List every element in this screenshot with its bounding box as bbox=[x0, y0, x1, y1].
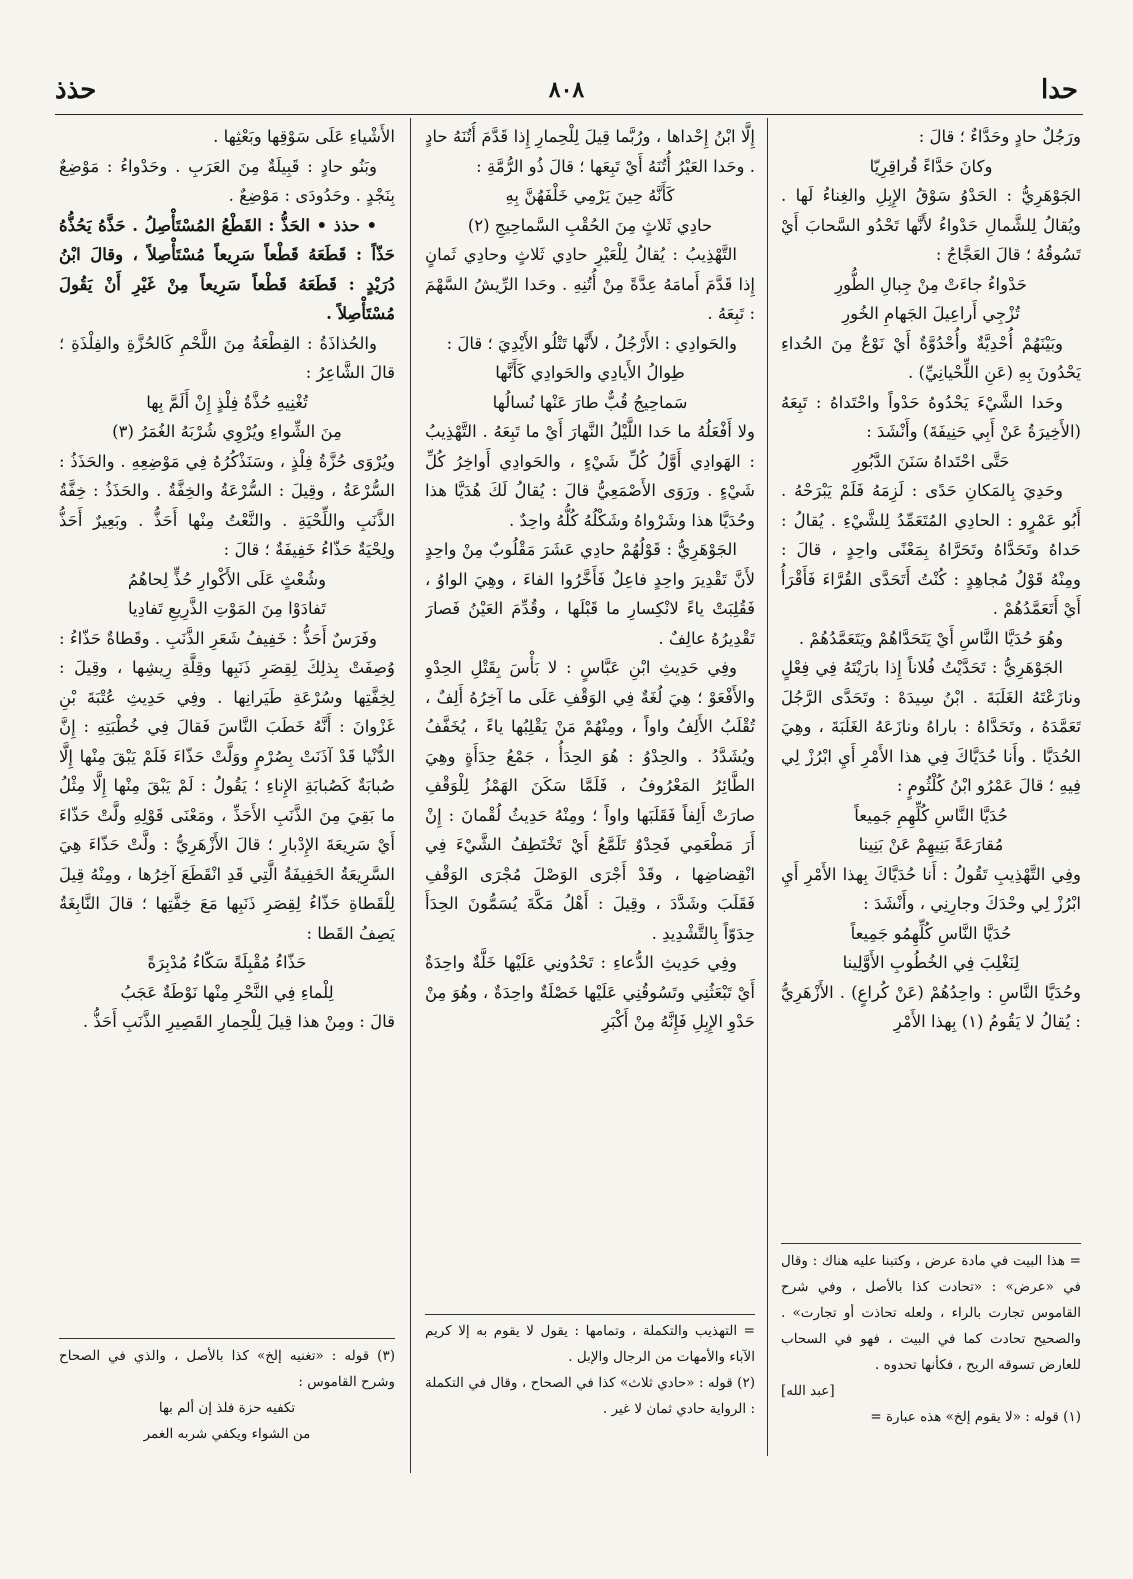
paragraph: وحَدِيَ بِالمَكانِ حَدًى : لَزِمَهُ فَلَمْ يَبْرَحْهُ . أَبُو عَمْرٍو : الحادِي المُتَعَمِّدُ لِلشَّيْءِ . يُقالُ : حَداهُ وتَحَدَّاهُ وتَحَرَّاهُ بِمَعْنًى واحِدٍ ، قالَ : ومِنْهُ قَوْلُ مُجاهِدٍ : كُنْتُ أَتَحَدَّى القُرَّاءَ فَأَقْرَأُ أَيْ أَتَعَمَّدُهُمْ . bbox=[781, 481, 1081, 618]
verse-line: حَدْواءُ جاءَتْ مِنْ جِبالِ الطُّورِ bbox=[835, 274, 1027, 294]
right-running-headword: حدا bbox=[1041, 75, 1078, 105]
verse-line: تُغْنِيهِ حُذَّةُ فِلْذٍ إِنْ أَلَمَّ بِها bbox=[146, 392, 308, 412]
verse-line: حُدَيَّا النَّاسِ كُلِّهِمِ جَمِيعاً bbox=[854, 805, 1008, 825]
paragraph: وفِي حَدِيثِ ابْنِ عَبَّاسٍ : لا بَأْسَ بِقَتْلِ الحِدْوِ والأَفْعَوْ ؛ هِيَ لُغَةٌ فِي الوَقْفِ عَلَى ما آخِرُهُ أَلِفٌ ، تُقْلَبُ الأَلِفُ واواً ، ومِنْهُمْ مَنْ يَقْلِبُها ياءً ، يُخَفَّفُ ويُشَدَّدُ . والحِدْوُ : هُوَ الحِدَأُ ، جَمْعُ حِدَأَةٍ وهِيَ الطَّائِرُ المَعْرُوفُ ، فَلَمَّا سَكَنَ الهَمْزُ لِلْوَقْفِ صارَتْ أَلِفاً فَقَلَبَها واواً ؛ ومِنْهُ حَدِيثُ لُقْمانَ : إِنْ أَرَ مَطْعَمِي فَحِدْوٌ تَلَمَّعُ أَيْ تَخْتَطِفُ الشَّيْءَ فِي انْقِضاضِها ، وقَدْ أَجْرَى الوَصْلَ مُجْرَى الوَقْفِ فَقَلَبَ وشَدَّدَ ، وقِيلَ : أَهْلُ مَكَّةَ يُسَمُّونَ الحِدَأَ حِدَوّاً بِالتَّشْدِيدِ . bbox=[425, 658, 755, 943]
footnote: = هذا البيت في مادة عرض ، وكتبنا عليه هناك : وقال في «عرض» : «تحادت كذا بالأصل ، وفي شرح القاموس تجارت بالراء ، ولعله تحاذت أو تجارت» . والصحيح تحادت كما في البيت ، فهو في السحاب للعارض تسوقه الريح ، فكأنها تحدوه . bbox=[781, 1253, 1081, 1373]
verse-line: حَذّاءُ مُقْبِلَةً سَكّاءُ مُدْبِرَةً bbox=[147, 953, 307, 972]
paragraph: وفِي التَّهْذِيبِ تَقُولُ : أَنا حُدَيَّاكَ بِهذا الأَمْرِ أَيِ ابْرُزْ لِي وحْدَكَ وجارِنِي ، وأَنْشَدَ : bbox=[781, 864, 1081, 913]
footnote-rule-middle bbox=[425, 1314, 755, 1315]
verse-line: حَتَّى احْتَداهُ سَنَنَ الدَّبُورِ bbox=[852, 451, 1010, 471]
verse-line: حادِي ثَلاثٍ مِنَ الحُقْبِ السَّماحِيجِ (٢) bbox=[467, 215, 713, 235]
verse-line: وهُوَ حُدَيَّا النَّاسِ أَيْ يَتَحَدَّاهُمْ ويَتَعَمَّدُهُمْ . bbox=[798, 628, 1064, 648]
left-running-headword: حذذ bbox=[55, 75, 97, 105]
verse-line: وشُعْثٍ عَلَى الأَكْوارِ حُذٍّ لِحاهُمُ bbox=[127, 569, 327, 589]
page-number: ٨٠٨ bbox=[548, 77, 585, 103]
footnotes-left bbox=[59, 1343, 395, 1447]
verse-line: كَأَنَّهُ حِينَ يَرْمِي خَلْفَهُنَّ بِهِ bbox=[505, 186, 675, 205]
footnote-rule-left bbox=[59, 1338, 395, 1339]
verse-line: مُقارَعَةً بَنِيهِمْ عَنْ بَنِينا bbox=[858, 835, 1004, 854]
footnote: = التهذيب والتكملة ، وتمامها : يقول لا يقوم به إلا كريم الآباء والأمهات من الرجال والإبل . bbox=[425, 1323, 755, 1365]
footnote: (٢) قوله : «حادي ثلاث» كذا في الصحاح ، وقال في التكملة : الرواية حادي ثمان لا غير . bbox=[425, 1375, 755, 1417]
paragraph: والحُذاذَةُ : القِطْعَةُ مِنَ اللَّحْمِ كَالحُزَّةِ والفِلْذَةِ ؛ قالَ الشَّاعِرُ : bbox=[59, 333, 395, 382]
paragraph: الجَوْهَرِيُّ : تَحَدَّيْتُ فُلاناً إِذا بارَيْتَهُ فِي فِعْلٍ ونازَعْتَهُ الغَلَبَةَ . ابْنُ سِيدَهْ : وتَحَدَّى الرَّجُلَ تَعَمَّدَهُ ، وتَحَدَّاهُ : باراهُ ونازَعَهُ الغَلَبَةَ ، وهِيَ الحُدَيَّا . وأَنا حُدَيَّاكَ فِي هذا الأَمْرِ أَيِ ابْرُزْ لِي فِيهِ ؛ قالَ عَمْرُو ابْنُ كُلْثُومٍ : bbox=[781, 658, 1081, 795]
footnote-signature: [عبد الله] bbox=[781, 1383, 835, 1399]
paragraph: وبَنُو حادٍ : قَبِيلَةٌ مِنَ العَرَبِ . وحَدْواءُ : مَوْضِعٌ بِنَجْدٍ . وحَدُودَى : مَوْضِعٌ . bbox=[59, 156, 395, 205]
footnote: (١) قوله : «لا يقوم إلخ» هذه عبارة = bbox=[870, 1409, 1081, 1425]
paragraph: وحَدا الشَّيْءَ يَحْدُوهُ حَدْواً واحْتَداهُ : تَبِعَهُ (الأَخِيرَةُ عَنْ أَبِي حَنِيفَةَ) وأَنْشَدَ : bbox=[781, 392, 1081, 441]
paragraph: الجَوْهَرِيُّ : قَوْلُهُمْ حادِي عَشَرَ مَقْلُوبٌ مِنْ واحِدٍ لأَنَّ تَقْدِيرَ واحِدٍ فاعِلٌ فَأَخَّرُوا الفاءَ ، وهِيَ الواوُ ، فَقُلِبَتْ ياءً لانْكِسارِ ما قَبْلَها ، وقُدِّمَ العَيْنُ فَصارَ تَقْدِيرُهُ عالِفٌ . bbox=[425, 540, 755, 648]
column-divider-left bbox=[410, 118, 411, 1473]
verse-line: تَفادَوْا مِنَ المَوْتِ الذَّرِيعِ تَفادِيا bbox=[128, 599, 326, 618]
paragraph: وبَيْنَهُمْ أُحْدِيَّةٌ وأُحْدُوَّةٌ أَيْ نَوْعٌ مِنَ الحُداءِ يَحْدُونَ بِهِ (عَنِ اللِّحْيانِيِّ) . bbox=[781, 333, 1081, 382]
paragraph: إِلَّا ابْنُ إِحْداها ، ورُبَّما قِيلَ لِلْحِمارِ إِذا قَدَّمَ أُتُنَهُ حادٍ . وحَدا العَيْرُ أُتُنَهُ أَيْ تَبِعَها ؛ قالَ ذُو الرُّمَّةِ : bbox=[425, 127, 755, 176]
footnote-rule-right bbox=[781, 1243, 1081, 1244]
footnotes-right bbox=[781, 1248, 1081, 1430]
paragraph: وحُدَيَّا النَّاسِ : واحِدُهُمْ (عَنْ كُراعٍ) . الأَزْهَرِيُّ : يُقالُ لا يَقُومُ (١) بِهذا الأَمْرِ bbox=[781, 982, 1081, 1031]
paragraph: ويُرْوَى حُزَّةُ فِلْذٍ ، وسَنَذْكُرُهُ فِي مَوْضِعِهِ . والحَذَذُ : السُّرْعَةُ ، وقِيلَ : السُّرْعَةُ والخِفَّةُ . والحَذَذُ : خِفَّةُ الذَّنَبِ واللِّحْيَةِ . والنَّعْتُ مِنْها أَحَذُّ . وبَعِيرٌ أَحَذُّ ولِحْيَةٌ حَذّاءُ خَفِيفَةٌ ؛ قالَ : bbox=[59, 451, 395, 559]
footnote-verse: من الشواء ويكفي شربه الغمر bbox=[143, 1426, 311, 1442]
paragraph: الجَوْهَرِيُّ : الحَدْوُ سَوْقُ الإِبِلِ والغِناءُ لَها . ويُقالُ لِلشَّمالِ حَدْواءُ لأَنَّها تَحْدُو السَّحابَ أَيْ تَسُوقُهُ ؛ قالَ العَجَّاجُ : bbox=[781, 186, 1081, 264]
paragraph: ولا أَفْعَلُهُ ما حَدا اللَّيْلُ النَّهارَ أَيْ ما تَبِعَهُ . التَّهْذِيبُ : الهَوادِي أَوَّلُ كُلِّ شَيْءٍ ، والحَوادِي أَواخِرُ كُلِّ شَيْءٍ . ورَوَى الأَصْمَعِيُّ قالَ : يُقالُ لَكَ هُدَيَّا هذا وحُدَيَّا هذا وشَرْواهُ وشَكْلُهُ كُلُّهُ واحِدٌ . bbox=[425, 422, 755, 530]
verse-line: لِنَغْلِبَ فِي الخُطُوبِ الأَوَّلِينا bbox=[842, 953, 1020, 972]
verse-line: حُدَيَّا النَّاسِ كُلِّهِمُو جَمِيعاً bbox=[850, 923, 1012, 943]
paragraph: التَّهْذِيبُ : يُقالُ لِلْعَيْرِ حادِي ثَلاثٍ وحادِي ثَمانٍ إِذا قَدَّمَ أَمامَهُ عِدَّةً مِنْ أُتُنِهِ . وحَدا الرِّيشُ السَّهْمَ : تَبِعَهُ . bbox=[425, 245, 755, 323]
verse-line: طِوالُ الأَيادِي والحَوادِي كَأَنَّها bbox=[495, 363, 685, 382]
paragraph: ورَجُلٌ حادٍ وحَدَّاءٌ ؛ قالَ : bbox=[918, 127, 1081, 146]
footnote: (٣) قوله : «تغنيه إلخ» كذا بالأصل ، والذي في الصحاح وشرح القاموس : bbox=[59, 1348, 395, 1390]
paragraph: الأَشْياءِ عَلَى سَوْقِها وبَعْثِها . bbox=[213, 127, 395, 146]
entry-heading-paragraph: • حذذ • الحَذُّ : القَطْعُ المُسْتَأْصِلُ . حَذَّهُ يَحُذُّهُ حَذّاً : قَطَعَهُ قَطْعاً سَرِيعاً مُسْتَأْصِلاً ، وقالَ ابْنُ دُرَيْدٍ : قَطَعَهُ قَطْعاً سَرِيعاً مِنْ غَيْرِ أَنْ يَقُولَ مُسْتَأْصِلاً . bbox=[59, 215, 395, 323]
column-divider-right bbox=[767, 118, 768, 1456]
verse-line: تُزْجِي أَراعِيلَ الجَهامِ الخُورِ bbox=[842, 304, 1020, 323]
footnote-verse: تكفيه حزة فلذ إن ألم بها bbox=[158, 1400, 296, 1416]
verse-line: مِنَ الشِّواءِ ويُرْوِي شُرْبَهُ الغُمَرُ (٣) bbox=[112, 422, 342, 441]
header-rule bbox=[55, 114, 1083, 115]
verse-line: وكانَ حَدَّاءً قُراقِرِيّا bbox=[869, 156, 993, 176]
paragraph: وفِي حَدِيثِ الدُّعاءِ : تَحْدُونِي عَلَيْها خَلَّةٌ واحِدَةٌ أَيْ تَبْعَثُنِي وتَسُوقُنِي عَلَيْها خَصْلَةٌ واحِدَةٌ ، وهُوَ مِنْ حَدْوِ الإِبِلِ فَإِنَّهُ مِنْ أَكْبَرِ bbox=[425, 953, 755, 1031]
paragraph: قالَ : ومِنْ هذا قِيلَ لِلْحِمارِ القَصِيرِ الذَّنَبِ أَحَذُّ . bbox=[82, 1012, 395, 1031]
paragraph: وفَرَسٌ أَحَذُّ : خَفِيفُ شَعَرِ الذَّنَبِ . وقَطاةٌ حَذّاءُ : وُصِفَتْ بِذلِكَ لِقِصَرِ ذَنَبِها وقِلَّةِ رِيشِها ، وقِيلَ : لِخِفَّتِها وسُرْعَةِ طَيَرانِها . وفِي حَدِيثِ عُتْبَةَ بْنِ غَزْوانَ : أَنَّهُ خَطَبَ النَّاسَ فَقالَ فِي خُطْبَتِهِ : إِنَّ الدُّنْيا قَدْ آذَنَتْ بِصُرْمٍ ووَلَّتْ حَذّاءَ فَلَمْ يَبْقَ مِنْها إِلَّا صُبابَةٌ كَصُبابَةِ الإِناءِ ؛ يَقُولُ : لَمْ يَبْقَ مِنْها إِلَّا مِثْلُ ما بَقِيَ مِنَ الذَّنَبِ الأَحَذِّ ، ومَعْنَى قَوْلِهِ ولَّتْ حَذّاءَ أَيْ سَرِيعَةَ الإِدْبارِ ؛ قالَ الأَزْهَرِيُّ : ولَّتْ حَذّاءَ هِيَ السَّرِيعَةُ الخَفِيفَةُ الَّتِي قَدِ انْقَطَعَ آخِرُها ، ومِنْهُ قِيلَ لِلْقَطاةِ حَذّاءُ لِقِصَرِ ذَنَبِها مَعَ خِفَّتِها ؛ قالَ النَّابِغَةُ يَصِفُ القَطا : bbox=[59, 628, 395, 943]
footnotes-middle bbox=[425, 1318, 755, 1422]
page-header bbox=[55, 70, 1078, 110]
verse-line: لِلْماءِ فِي النَّحْرِ مِنْها نَوْطَةٌ عَجَبُ bbox=[120, 982, 334, 1002]
verse-line: سَماحِيجُ قُبٌّ طارَ عَنْها نُسالُها bbox=[492, 392, 688, 412]
paragraph: والحَوادِي : الأَرْجُلُ ، لأَنَّها تَتْلُو الأَيْدِيَ ؛ قالَ : bbox=[446, 333, 737, 353]
